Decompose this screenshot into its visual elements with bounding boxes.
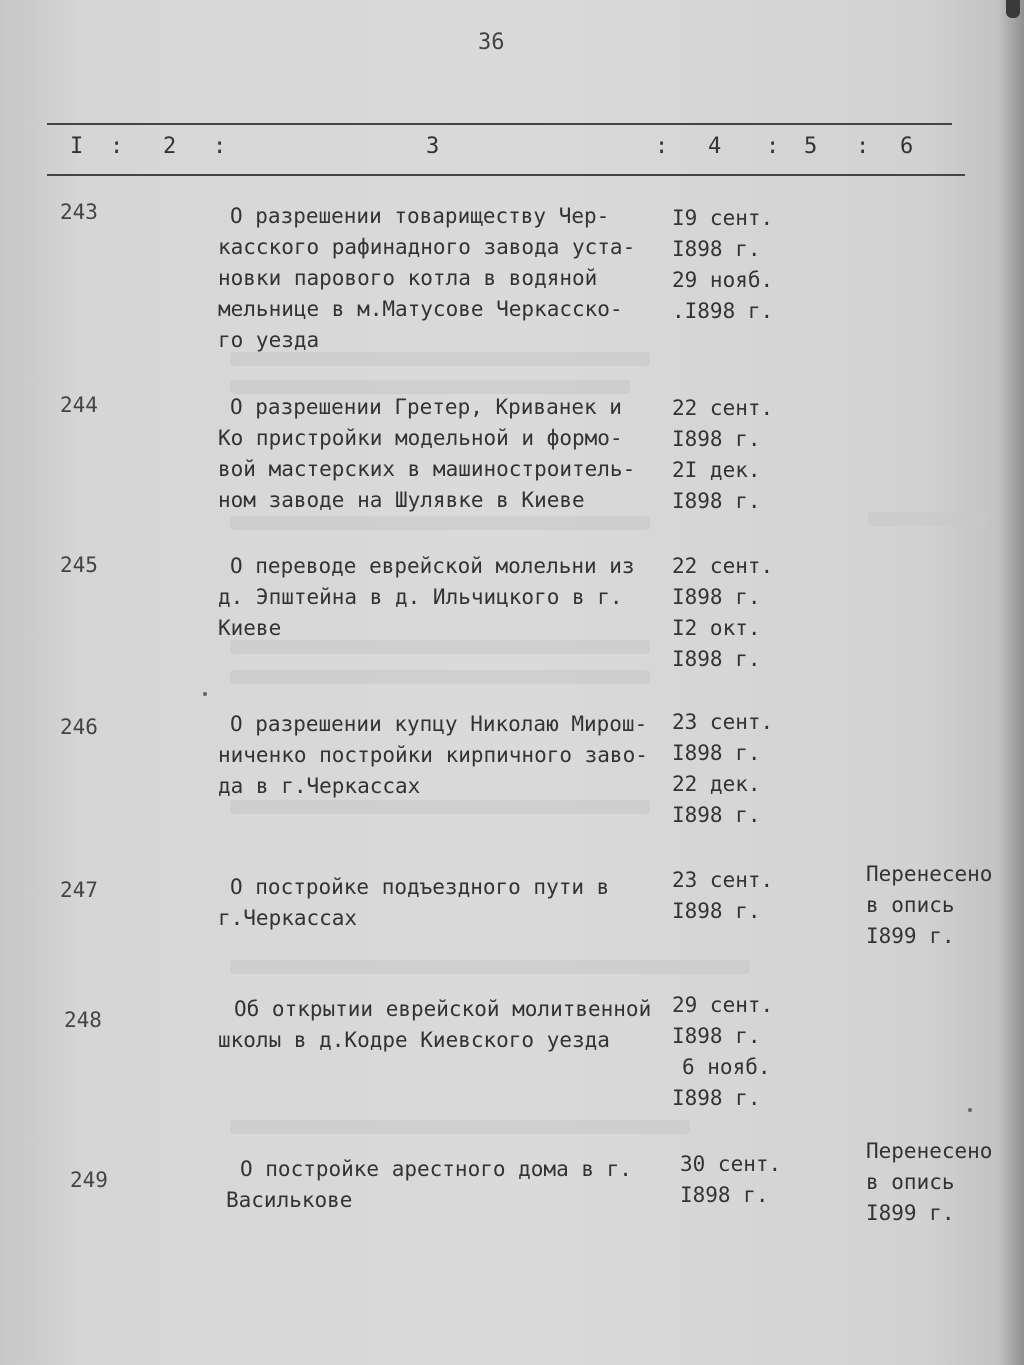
date-line: 2I дек. [672,458,761,482]
entry-dates [672,203,802,327]
column-separator: : [110,134,124,159]
title-line: г.Черкассах [218,906,358,930]
title-line: Об открытии еврейской молитвенной [234,997,652,1021]
bleed-through-mark [230,1120,690,1134]
title-line: мельнице в м.Матусове Черкасско- [218,297,623,321]
date-line: 29 сент. [672,993,774,1017]
entry-dates [672,707,802,831]
title-line: Ко пристройки модельной и формо- [218,426,623,450]
entry-title [218,392,678,516]
entry-title [218,872,678,934]
column-header-3: 3 [426,134,440,159]
date-line: 22 дек. [672,772,761,796]
date-line: I898 г. [672,1024,761,1048]
date-line: 23 сент. [672,868,774,892]
entry-dates [672,865,802,927]
column-separator: : [856,134,870,159]
entry-number: 246 [60,715,98,739]
entry-dates [672,393,802,517]
date-line: I898 г. [672,899,761,923]
title-line: О постройке арестного дома в г. [240,1157,632,1181]
date-line: I898 г. [672,741,761,765]
entry-number: 244 [60,393,98,417]
note-line: Перенесено [866,862,993,886]
note-line: Перенесено [866,1139,993,1163]
paper-speck [203,692,207,696]
entry-number: 245 [60,553,98,577]
entry-title [218,201,678,356]
entry-title [218,994,678,1056]
entry-number: 248 [64,1008,102,1032]
column-separator: : [213,134,227,159]
title-line: ниченко постройки кирпичного заво- [218,743,648,767]
note-line: в опись [866,893,955,917]
date-line: 29 нояб. [672,268,774,292]
column-separator: : [766,134,780,159]
date-line: I898 г. [672,803,761,827]
title-line: Василькове [226,1188,353,1212]
entry-number: 243 [60,200,98,224]
title-line: О переводе еврейской молельни из [230,554,635,578]
date-line: I898 г. [672,427,761,451]
column-header-1: I [70,134,84,159]
date-line: I2 окт. [672,616,761,640]
entry-note [866,859,1016,952]
date-line: I898 г. [680,1183,769,1207]
entry-number: 249 [70,1168,108,1192]
entry-title [218,551,678,644]
entry-dates [672,551,802,675]
table-header-rule [47,174,965,176]
bleed-through-mark [230,670,650,684]
title-line: О разрешении купцу Николаю Мирош- [230,712,648,736]
title-line: школы в д.Кодре Киевского уезда [218,1028,610,1052]
bleed-through-mark [230,960,750,974]
date-line: I898 г. [672,647,761,671]
paper-speck [968,1108,972,1112]
column-header-6: 6 [900,134,914,159]
entry-title [218,709,678,802]
bleed-through-mark [230,516,650,530]
title-line: го уезда [218,328,320,352]
page-number: 36 [478,30,505,55]
title-line: ном заводе на Шулявке в Киеве [218,488,585,512]
table-top-rule [47,123,952,125]
entry-dates [680,1149,810,1211]
entry-note [866,1136,1016,1229]
date-line: .I898 г. [672,299,774,323]
title-line: О разрешении Гретер, Криванек и [230,395,622,419]
date-line: I898 г. [672,237,761,261]
column-header-2: 2 [163,134,177,159]
column-separator: : [655,134,669,159]
title-line: касского рафинадного завода уста- [218,235,636,259]
date-line: I9 сент. [672,206,774,230]
date-line: 6 нояб. [682,1055,771,1079]
bleed-through-mark [868,512,988,526]
entry-number: 247 [60,878,98,902]
date-line: 22 сент. [672,396,774,420]
title-line: О разрешении товариществу Чер- [230,204,610,228]
bleed-through-mark [230,800,650,814]
date-line: 22 сент. [672,554,774,578]
entry-dates [672,990,802,1114]
note-line: I899 г. [866,924,955,948]
date-line: I898 г. [672,1086,761,1110]
title-line: вой мастерских в машиностроитель- [218,457,636,481]
note-line: в опись [866,1170,955,1194]
binding-clip-mark [1006,0,1020,18]
title-line: д. Эпштейна в д. Ильчицкого в г. [218,585,623,609]
date-line: 30 сент. [680,1152,782,1176]
title-line: новки парового котла в водяной [218,266,598,290]
title-line: да в г.Черкассах [218,774,421,798]
date-line: 23 сент. [672,710,774,734]
column-header-4: 4 [708,134,722,159]
date-line: I898 г. [672,585,761,609]
title-line: О постройке подъездного пути в [230,875,610,899]
entry-title [226,1154,686,1216]
note-line: I899 г. [866,1201,955,1225]
date-line: I898 г. [672,489,761,513]
title-line: Киеве [218,616,282,640]
column-header-5: 5 [804,134,818,159]
